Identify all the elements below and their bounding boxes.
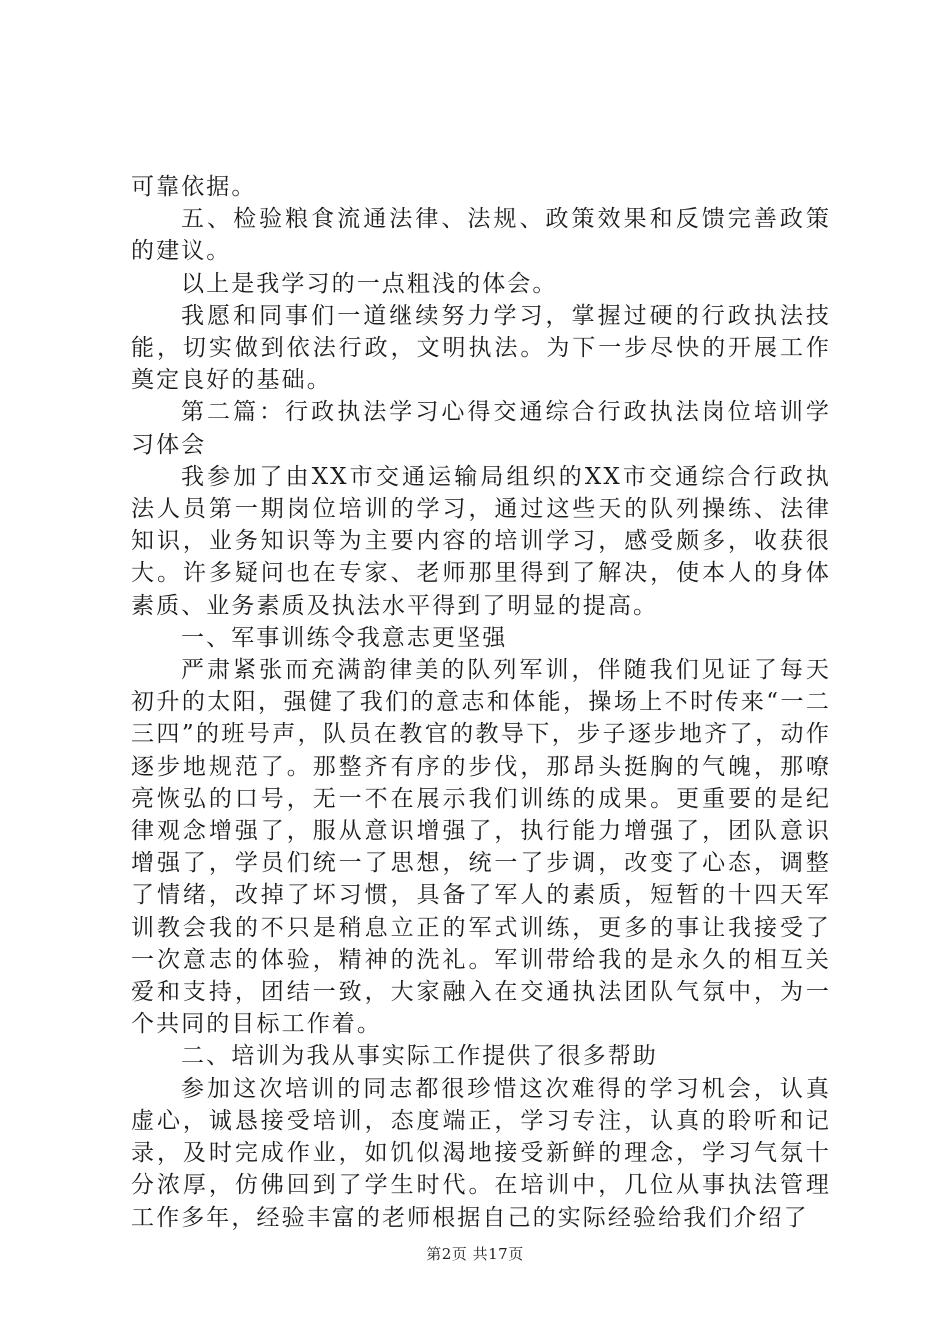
subsection-heading: 一、军事训练令我意志更坚强: [181, 624, 508, 651]
paragraph: 我愿和同事们一道继续努力学习，掌握过硬的行政执法技能，切实做到依法行政，文明执法。为下一步尽快的开展工作奠定良好的基础。: [131, 302, 831, 394]
paragraph: 以上是我学习的一点粗浅的体会。: [181, 270, 558, 297]
section-heading: 第二篇：行政执法学习心得交通综合行政执法岗位培训学习体会: [131, 399, 831, 458]
paragraph: 参加这次培训的同志都很珍惜这次难得的学习机会，认真虚心，诚恳接受培训，态度端正，学习专注，认真的聆听和记录，及时完成作业，如饥似渴地接受新鲜的理念，学习气氛十分浓厚，仿佛回到了学生时代。在培训中，几位从事执法管理工作多年，经验丰富的老师根据自己的实际经验给我们介绍了: [131, 1075, 831, 1231]
paragraph: 严肃紧张而充满韵律美的队列军训，伴随我们见证了每天初升的太阳，强健了我们的意志和体能，操场上不时传来“一二三四”的班号声，队员在教官的教导下，步子逐步地齐了，动作逐步地规范了。那整齐有序的步伐，那昂头挺胸的气魄，那嘹亮恢弘的口号，无一不在展示我们训练的成果。更重要的是纪律观念增强了，服从意识增强了，执行能力增强了，团队意识增强了，学员们统一了思想，统一了步调，改变了心态，调整了情绪，改掉了坏习惯，具备了军人的素质，短暂的十四天军训教会我的不只是稍息立正的军式训练，更多的事让我接受了一次意志的体验，精神的洗礼。军训带给我的是永久的相互关爱和支持，团结一致，大家融入在交通执法团队气氛中，为一个共同的目标工作着。: [131, 657, 831, 1038]
document-body: [131, 171, 831, 1234]
subsection-heading: 二、培训为我从事实际工作提供了很多帮助: [181, 1043, 658, 1070]
paragraph: 五、检验粮食流通法律、法规、政策效果和反馈完善政策的建议。: [131, 206, 831, 265]
paragraph: 可靠依据。: [131, 174, 257, 200]
page-number-footer: 第2页 共17页: [426, 1245, 524, 1263]
paragraph: 我参加了由XX市交通运输局组织的XX市交通综合行政执法人员第一期岗位培训的学习，通过这些天的队列操练、法律知识，业务知识等为主要内容的培训学习，感受颇多，收获很大。许多疑问也在专家、老师那里得到了解决，使本人的身体素质、业务素质及执法水平得到了明显的提高。: [131, 463, 831, 619]
